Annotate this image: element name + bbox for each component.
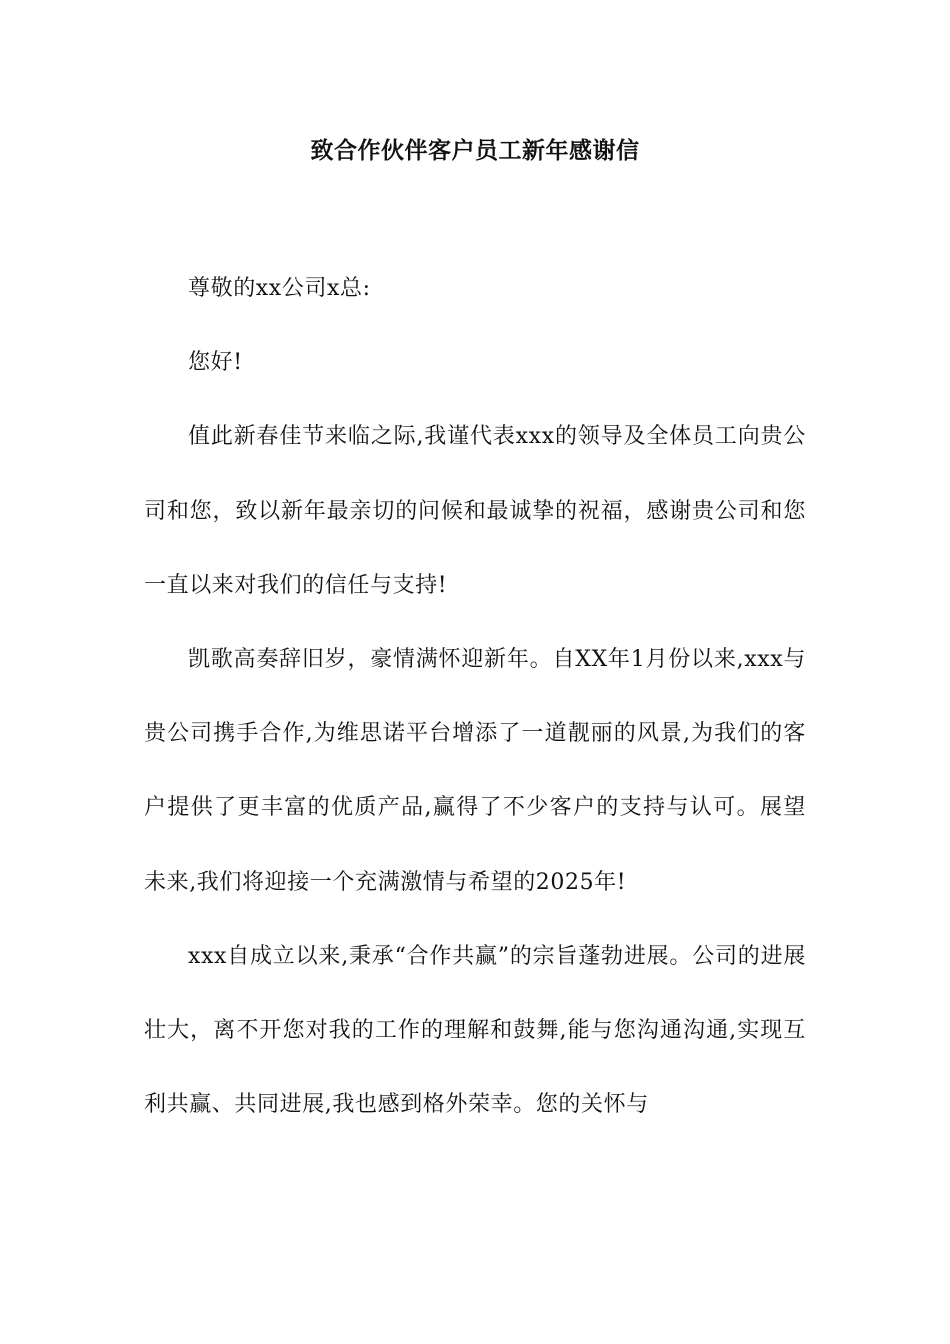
letter-body	[144, 252, 806, 1142]
greeting: 您好!	[188, 350, 243, 376]
letter-title: 致合作伙伴客户员工新年感谢信	[310, 138, 640, 164]
salutation: 尊敬的xx公司x总:	[188, 276, 371, 301]
paragraph-3: xxx自成立以来,秉承“合作共赢”的宗旨蓬勃进展。公司的进展壮大，离不开您对我的工作的理解和鼓舞,能与您沟通沟通,实现互利共赢、共同进展,我也感到格外荣幸。您的关怀与	[144, 943, 806, 1118]
paragraph-2: 凯歌高奏辞旧岁，豪情满怀迎新年。自XX年1月份以来,xxx与贵公司携手合作,为维思诺平台增添了一道靓丽的风景,为我们的客户提供了更丰富的优质产品,赢得了不少客户的支持与认可。展望未来,我们将迎接一个充满激情与希望的2025年!	[144, 647, 806, 895]
paragraph-1: 值此新春佳节来临之际,我谨代表xxx的领导及全体员工向贵公司和您，致以新年最亲切的问候和最诚挚的祝福，感谢贵公司和您一直以来对我们的信任与支持!	[144, 424, 806, 598]
